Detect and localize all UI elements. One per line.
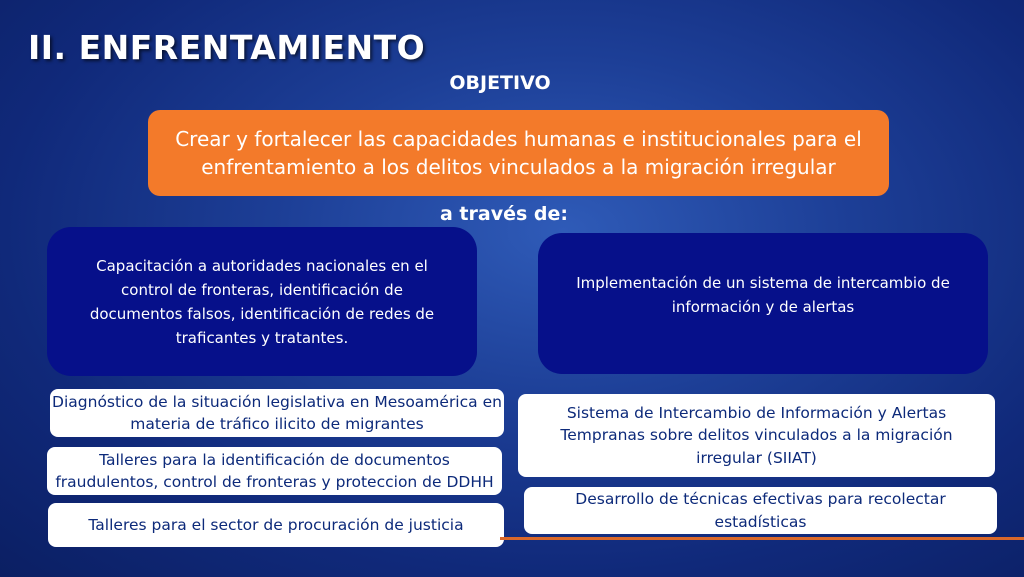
right-item-text: Desarrollo de técnicas efectivas para recolectar estadísticas	[575, 490, 946, 531]
left-item-talleres-documentos	[47, 447, 502, 495]
left-item-talleres-justicia	[48, 503, 504, 547]
left-item-text: Diagnóstico de la situación legislativa en Mesoamérica en materia de tráfico ilicito de migrantes	[52, 392, 502, 433]
left-item-text: Talleres para la identificación de documentos fraudulentos, control de fronteras y proteccion de DDHH	[55, 450, 494, 491]
left-item-diagnostico	[50, 389, 504, 437]
accent-divider	[500, 537, 1024, 540]
objective-text: Crear y fortalecer las capacidades humanas e institucionales para el enfrentamiento a los delitos vinculados a la migración irregular	[175, 127, 862, 179]
left-main-box	[47, 227, 477, 376]
objective-box	[148, 110, 889, 196]
left-item-text: Talleres para el sector de procuración de justicia	[88, 515, 464, 534]
right-item-estadisticas	[524, 487, 997, 534]
through-label: a través de:	[440, 203, 568, 225]
right-item-siiat	[518, 394, 995, 477]
slide-title: II. ENFRENTAMIENTO	[28, 28, 426, 67]
objective-label: OBJETIVO	[449, 72, 551, 94]
right-item-text: Sistema de Intercambio de Información y Alertas Tempranas sobre delitos vinculados a la migración irregular (SIIAT)	[560, 403, 953, 467]
right-main-text: Implementación de un sistema de intercambio de información y de alertas	[576, 273, 950, 316]
right-main-box	[538, 233, 988, 374]
left-main-text: Capacitación a autoridades nacionales en el control de fronteras, identificación de documentos falsos, identificación de redes de traficantes y tratantes.	[89, 256, 435, 347]
